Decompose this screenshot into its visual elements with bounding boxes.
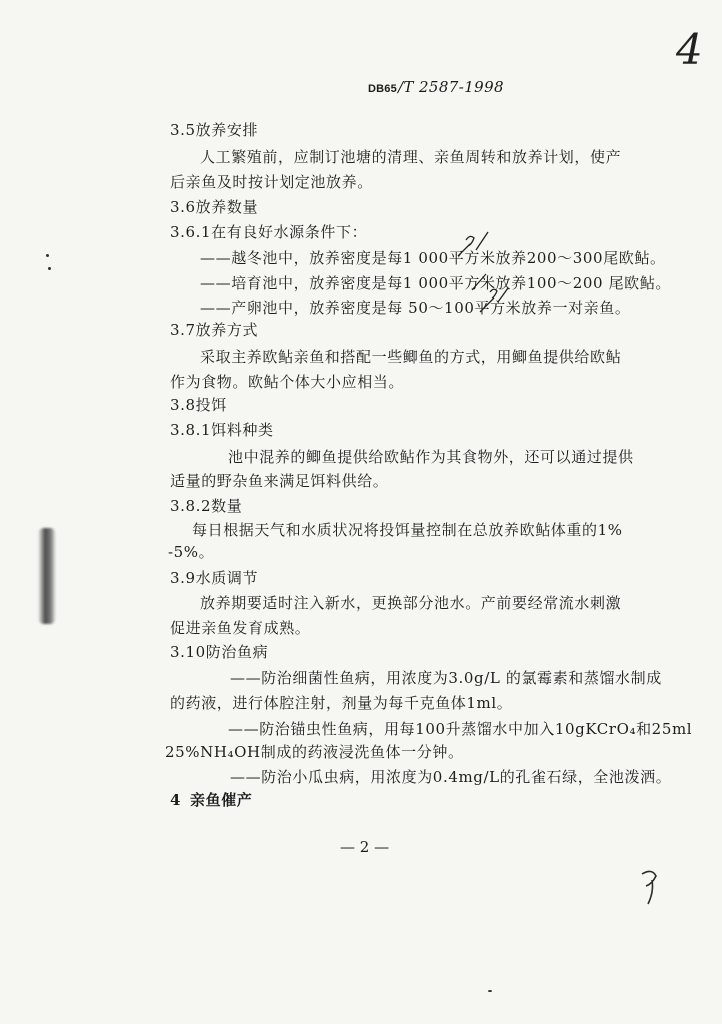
paragraph-line: 每日根据天气和水质状况将投饵量控制在总放养欧鲇体重的1% [192,521,623,539]
paragraph-line: 采取主养欧鲇亲鱼和搭配一些鲫鱼的方式，用鲫鱼提供给欧鲇 [200,348,622,366]
section-title-4: 亲鱼催产 [190,791,253,809]
handwritten-page-mark: 4 [676,25,703,74]
list-item: ——防治小瓜虫病，用浓度为0.4mg/L的孔雀石绿，全池泼洒。 [230,768,672,786]
scan-speck [46,254,49,257]
list-item: ——防治锚虫性鱼病，用每100升蒸馏水中加入10gKCrO₄和25ml [228,720,693,738]
scan-smudge [38,528,56,624]
paragraph-line: 作为食物。欧鲇个体大小应相当。 [170,373,405,391]
section-number-4: 4 [170,791,181,809]
section-heading-3-5: 3.5放养安排 [170,121,259,139]
standard-code-handwritten: /T 2587-1998 [397,78,504,96]
handwritten-squiggle [642,871,656,904]
subsection-heading-3-8-1: 3.8.1饵料种类 [170,421,274,439]
paragraph-line: 池中混养的鲫鱼提供给欧鲇作为其食物外，还可以通过提供 [228,448,634,466]
paragraph-line: 的药液，进行体腔注射，剂量为每千克鱼体1ml。 [170,694,513,712]
section-heading-3-10: 3.10防治鱼病 [170,643,269,661]
section-heading-3-6: 3.6放养数量 [170,198,259,216]
section-heading-3-9: 3.9水质调节 [170,569,259,587]
list-item: ——越冬池中，放养密度是每1 000平方米放养200～300尾欧鲇。 [200,249,666,267]
subsection-heading-3-8-2: 3.8.2数量 [170,497,243,515]
page-number: — 2 — [340,838,390,856]
scan-speck [488,990,492,992]
paragraph-line: 放养期要适时注入新水，更换部分池水。产前要经常流水刺激 [200,594,622,612]
paragraph-line: 人工繁殖前，应制订池塘的清理、亲鱼周转和放养计划，使产 [200,148,622,166]
list-item: ——防治细菌性鱼病，用浓度为3.0g/L 的氯霉素和蒸馏水制成 [230,669,662,687]
paragraph-line: 促进亲鱼发育成熟。 [170,619,311,637]
list-item: ——产卵池中，放养密度是每 50～100平方米放养一对亲鱼。 [200,299,631,317]
subsection-heading-3-6-1: 3.6.1在有良好水源条件下： [170,223,368,241]
section-heading-3-8: 3.8投饵 [170,396,227,414]
standard-code-header [368,77,504,99]
list-item: ——培育池中，放养密度是每1 000平方米放养100～200 尾欧鲇。 [200,274,671,292]
paragraph-line: 后亲鱼及时按计划定池放养。 [170,173,373,191]
paragraph-line: -5%。 [168,543,215,561]
scan-speck [48,267,51,270]
standard-code-printed: DB65 [368,83,397,95]
paragraph-line: 适量的野杂鱼来满足饵料供给。 [170,472,389,490]
section-heading-3-7: 3.7放养方式 [170,321,259,339]
paragraph-line: 25%NH₄OH制成的药液浸洗鱼体一分钟。 [165,743,464,761]
